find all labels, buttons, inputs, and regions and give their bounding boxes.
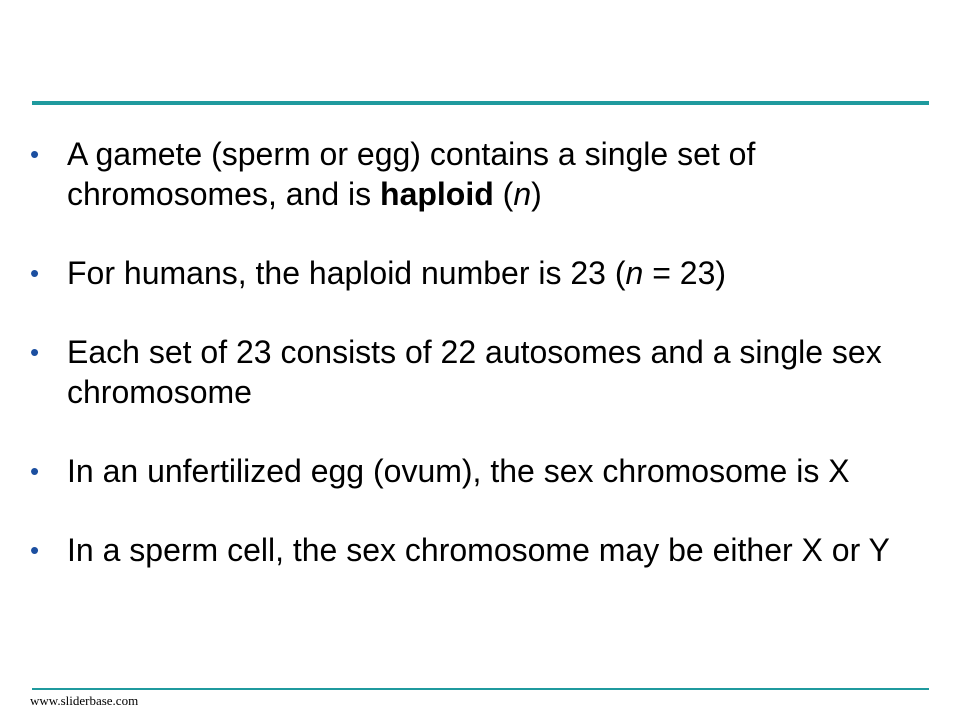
bullet-list (30, 134, 920, 570)
bullet-text: Each set of 23 consists of 22 autosomes and a single sex chromosome (67, 334, 882, 410)
bullet-italic-symbol: n (513, 176, 532, 212)
bullet-italic-symbol: n (625, 255, 644, 291)
bullet-dot-icon: • (30, 139, 40, 169)
bullet-dot-icon: • (30, 456, 40, 486)
bullet-item-ovum (30, 451, 920, 491)
bullet-item-humans (30, 253, 920, 293)
bullet-item-sperm (30, 530, 920, 570)
bullet-item-gamete (30, 134, 920, 214)
bullet-text: = 23) (643, 255, 727, 291)
bullet-text: In a sperm cell, the sex chromosome may be either X or Y (67, 532, 890, 568)
bullet-text: ) (531, 176, 542, 212)
bullet-dot-icon: • (30, 337, 40, 367)
bullet-text: For humans, the haploid number is 23 ( (67, 255, 626, 291)
bullet-dot-icon: • (30, 535, 40, 565)
bullet-text: ( (493, 176, 514, 212)
bullet-text: A gamete (sperm or egg) contains a single set of chromosomes, and is (67, 136, 756, 212)
bullet-dot-icon: • (30, 258, 40, 288)
bullet-bold-term: haploid (380, 176, 494, 212)
bullet-item-set-of-23 (30, 332, 920, 412)
bottom-divider-line (32, 688, 929, 690)
top-divider-line (32, 101, 929, 105)
bullet-text: In an unfertilized egg (ovum), the sex chromosome is X (67, 453, 850, 489)
footer-source-text: www.sliderbase.com (30, 693, 139, 708)
